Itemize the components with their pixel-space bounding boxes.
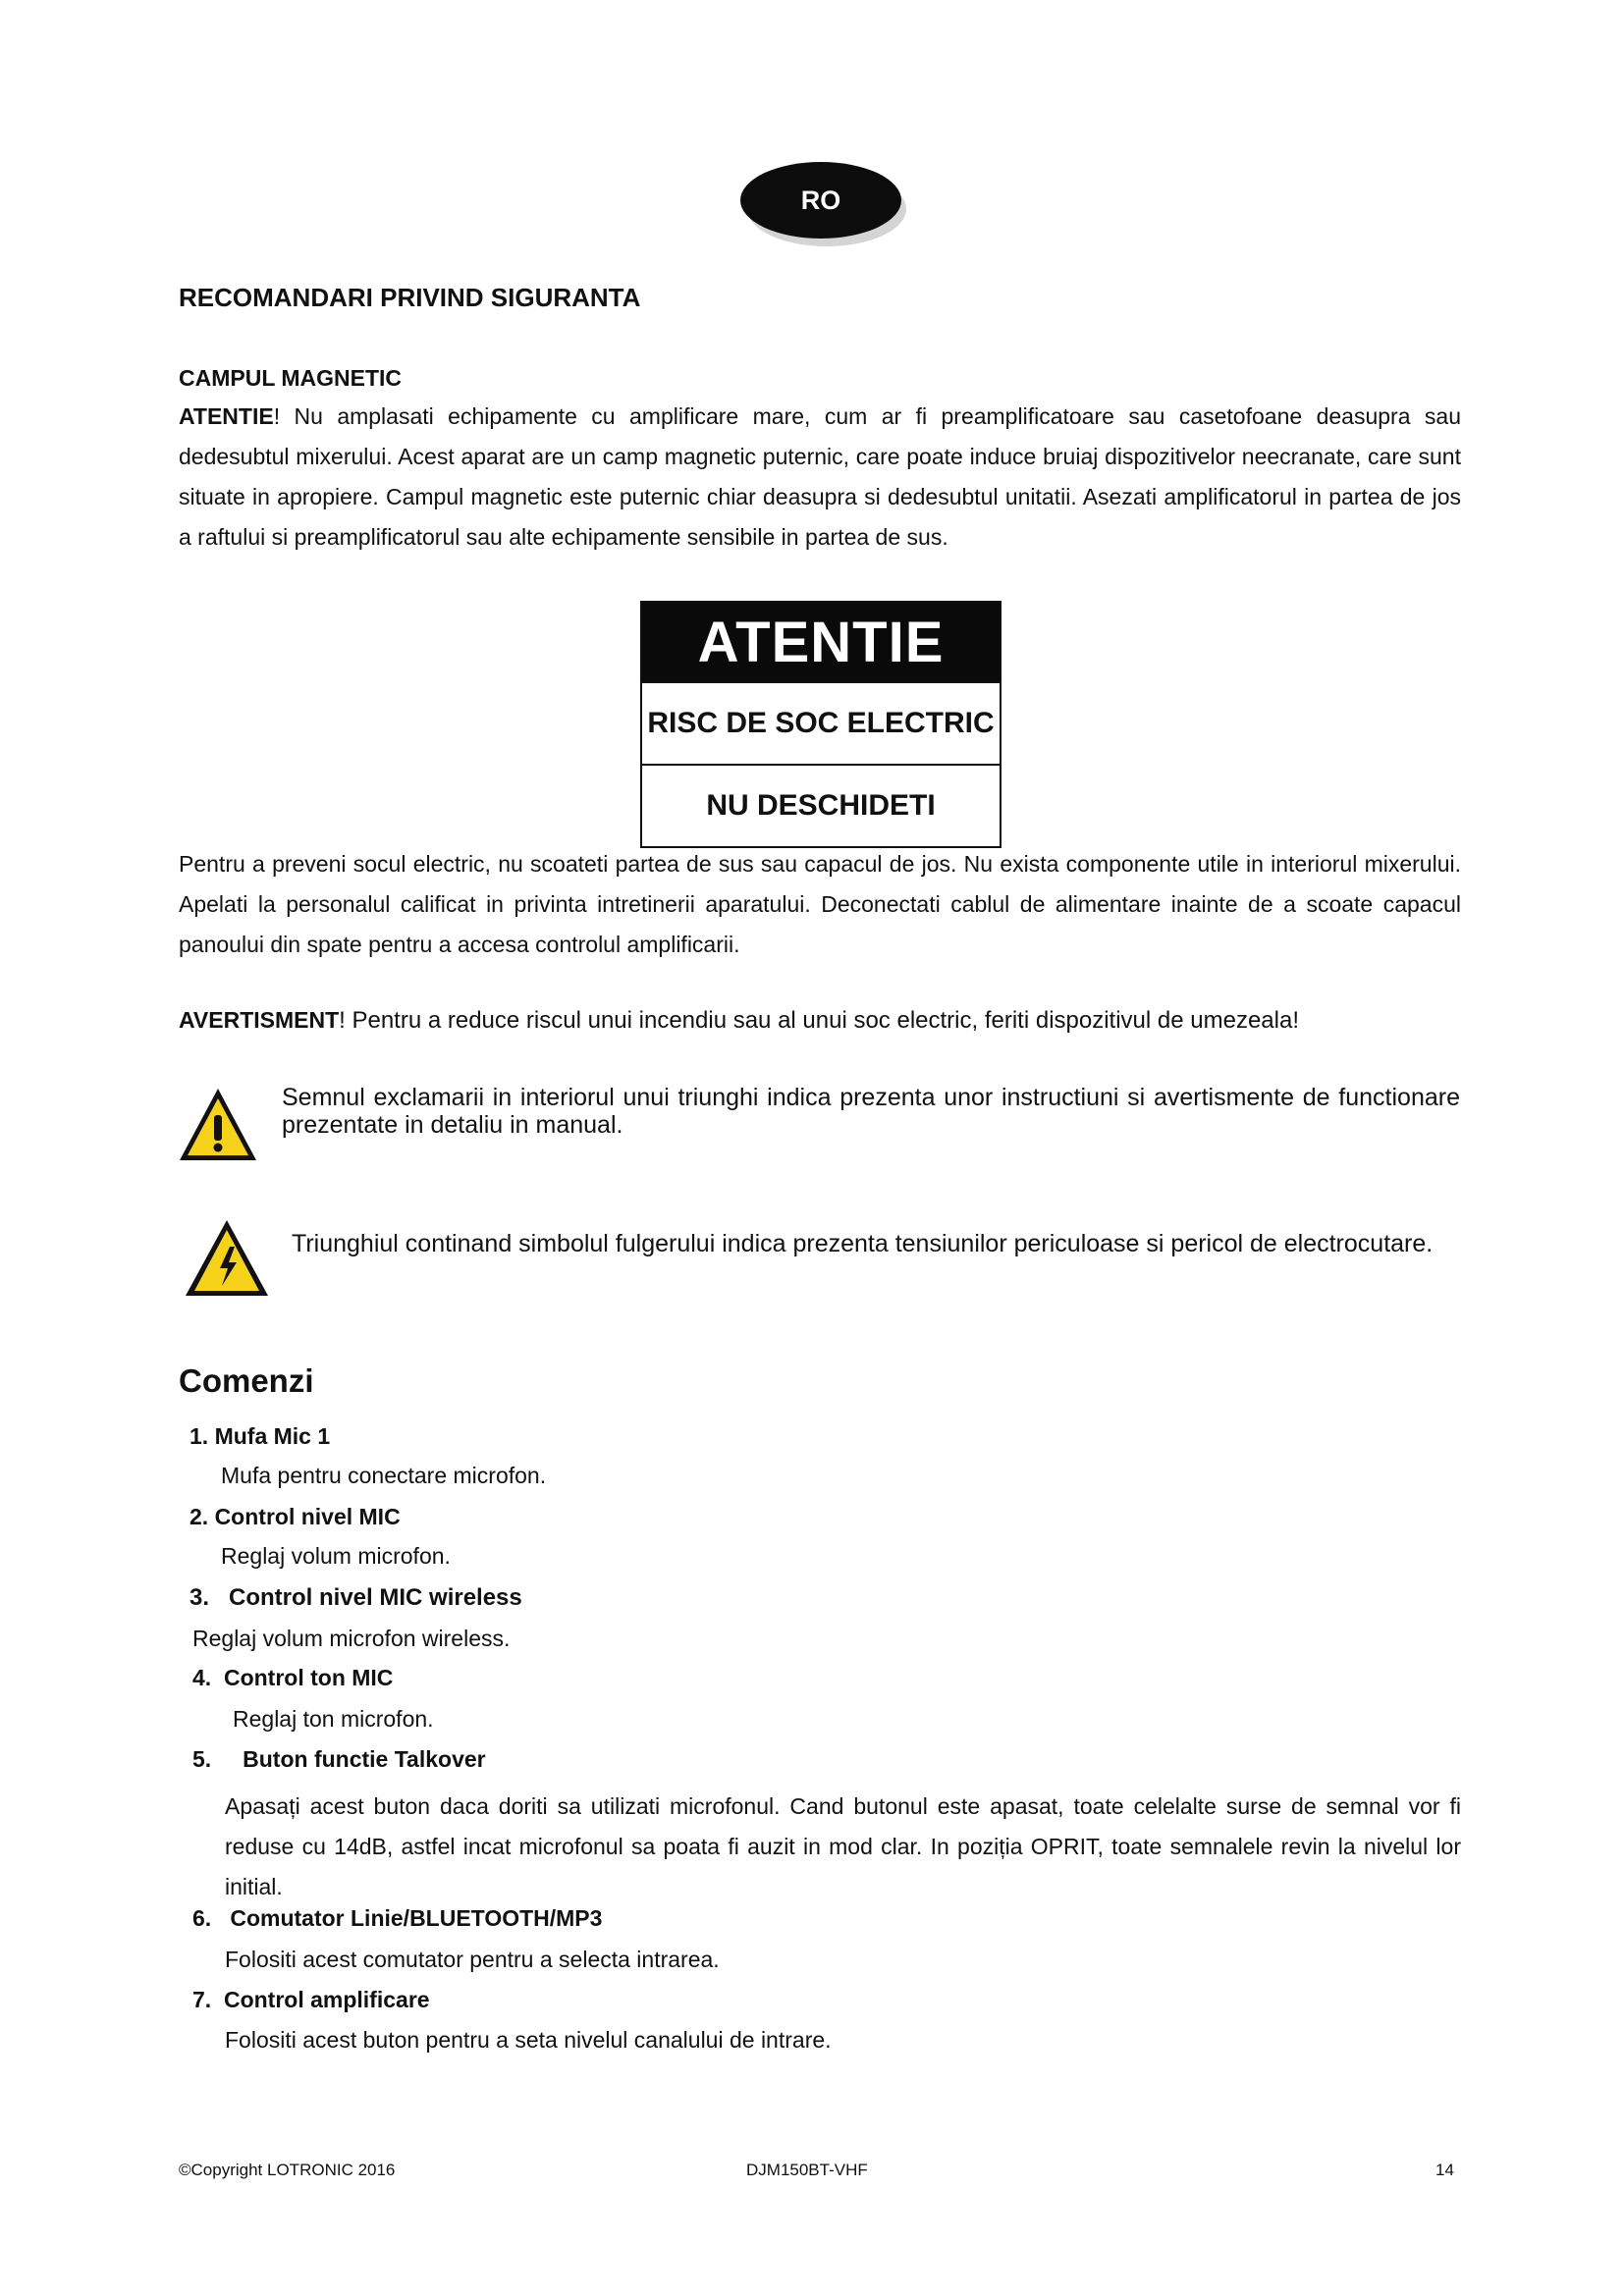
command-item-desc: Reglaj ton microfon.	[233, 1706, 434, 1732]
command-item-title: 2. Control nivel MIC	[189, 1504, 401, 1529]
avertisment-text: ! Pentru a reduce riscul unui incendiu sau al unui soc electric, feriti dispozitivul de umezeala!	[339, 1007, 1299, 1034]
command-item-title: 5. Buton functie Talkover	[192, 1746, 486, 1772]
command-item-title: 6. Comutator Linie/BLUETOOTH/MP3	[192, 1905, 603, 1931]
section-title: RECOMANDARI PRIVIND SIGURANTA	[179, 283, 641, 312]
command-item-desc: Mufa pentru conectare microfon.	[221, 1463, 547, 1488]
magnetic-text: ! Nu amplasati echipamente cu amplificare mare, cum ar fi preamplificatoare sau casetofoane deasupra sau dedesubtul mixerului. Acest aparat are un camp magnetic puternic, care poate induce bruiaj dispozitivelor neecranate, care sunt situate in apropiere. Campul magnetic este puternic chiar deasupra si dedesubtul unitatii. Asezati amplificatorul in partea de jos a raftului si preamplificatorul sau alte echipamente sensibile in partea de sus.	[179, 403, 1461, 550]
command-item-desc: Folositi acest buton pentru a seta nivelul canalului de intrare.	[225, 2027, 832, 2053]
avertisment-lead: AVERTISMENT	[179, 1007, 340, 1033]
language-badge: RO	[740, 162, 901, 239]
avertisment-line	[179, 1007, 1475, 1035]
warning-box-line1: RISC DE SOC ELECTRIC	[642, 681, 1000, 764]
command-item-title: 3. Control nivel MIC wireless	[189, 1584, 522, 1611]
magnetic-paragraph	[179, 397, 1461, 558]
lightning-warning-text: Triunghiul continand simbolul fulgerului indica prezenta tensiunilor periculoase si pericol de electrocutare.	[292, 1230, 1434, 1257]
footer-copyright: ©Copyright LOTRONIC 2016	[179, 2161, 396, 2179]
exclamation-warning-icon	[177, 1086, 259, 1168]
command-item-title: 7. Control amplificare	[192, 1987, 430, 2012]
commands-title: Comenzi	[179, 1362, 314, 1399]
warning-box	[640, 601, 1001, 848]
command-item-desc: Reglaj volum microfon.	[221, 1543, 451, 1569]
command-item-desc: Folositi acest comutator pentru a selecta intrarea.	[225, 1947, 720, 1972]
command-item-desc: Reglaj volum microfon wireless.	[192, 1626, 511, 1651]
warning-box-line2: NU DESCHIDETI	[642, 764, 1000, 846]
magnetic-lead: ATENTIE	[179, 403, 274, 429]
exclamation-warning-text: Semnul exclamarii in interiorul unui triunghi indica prezenta unor instructiuni si avertismente de functionare prezentate in detaliu in manual.	[282, 1084, 1460, 1139]
magnetic-heading: CAMPUL MAGNETIC	[179, 365, 403, 391]
shock-paragraph: Pentru a preveni socul electric, nu scoateti partea de sus sau capacul de jos. Nu exista componente utile in interiorul mixerului. Apelati la personalul calificat in privinta intretinerii aparatului. Deconectati cablul de alimentare inainte de a scoate capacul panoului din spate pentru a accesa controlul amplificarii.	[179, 851, 1461, 957]
warning-box-title: ATENTIE	[642, 603, 1000, 681]
footer-page-number: 14	[1435, 2161, 1454, 2179]
command-item-title: 1. Mufa Mic 1	[189, 1423, 331, 1449]
lightning-warning-icon	[183, 1217, 271, 1302]
command-item-title: 4. Control ton MIC	[192, 1665, 394, 1690]
command-item-desc: Apasați acest buton daca doriti sa utilizati microfonul. Cand butonul este apasat, toate celelalte surse de semnal vor fi reduse cu 14dB, astfel incat microfonul sa poata fi auzit in mod clar. In poziția OPRIT, toate semnalele revin la nivelul lor initial.	[225, 1793, 1461, 1899]
footer-model: DJM150BT-VHF	[746, 2161, 868, 2179]
